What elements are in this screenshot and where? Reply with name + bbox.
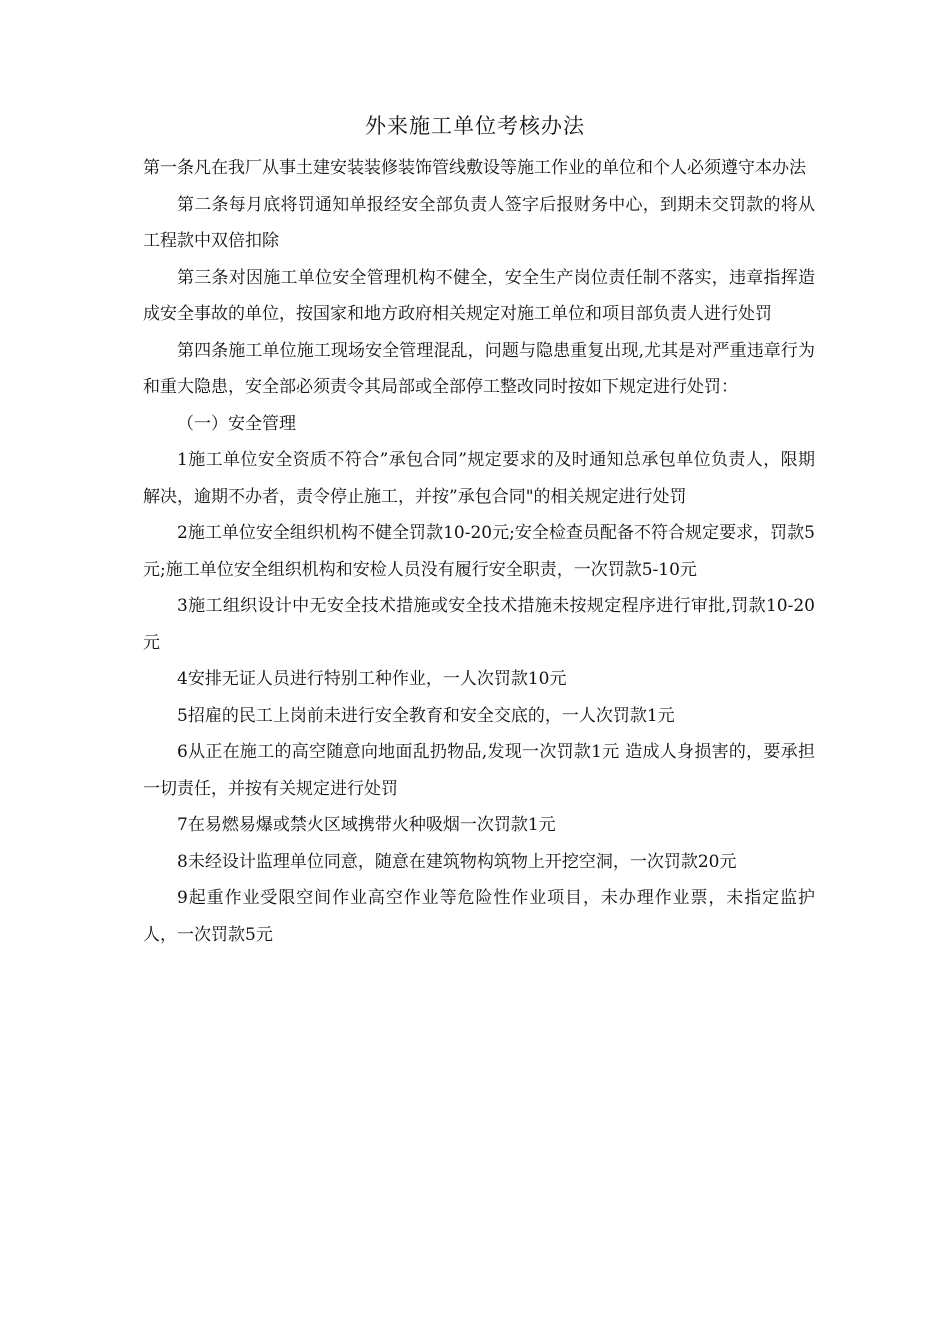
clause-1: 1施工单位安全资质不符合”承包合同”规定要求的及时通知总承包单位负责人，限期解决，逾期不办者，责令停止施工，并按”承包合同"的相关规定进行处罚 [143, 450, 815, 507]
clause-5: 5招雇的民工上岗前未进行安全教育和安全交底的，一人次罚款1元 [177, 705, 675, 726]
article-1: 第一条凡在我厂从事土建安装装修装饰管线敷设等施工作业的单位和个人必须遵守本办法 [143, 158, 806, 178]
article-4: 第四条施工单位施工现场安全管理混乱，问题与隐患重复出现,尤其是对严重违章行为和重大隐患，安全部必须责令其局部或全部停工整改同时按如下规定进行处罚： [143, 340, 815, 397]
clause-4: 4安排无证人员进行特别工种作业，一人次罚款10元 [177, 669, 567, 689]
clause-9: 9起重作业受限空间作业高空作业等危险性作业项目，未办理作业票，未指定监护人，一次罚款5元 [143, 888, 815, 945]
article-2: 第二条每月底将罚通知单报经安全部负责人签字后报财务中心，到期未交罚款的将从工程款中双倍扣除 [143, 194, 815, 251]
clause-3: 3施工组织设计中无安全技术措施或安全技术措施未按规定程序进行审批,罚款10-20元 [143, 596, 815, 653]
article-3: 第三条对因施工单位安全管理机构不健全，安全生产岗位责任制不落实，违章指挥造成安全事故的单位，按国家和地方政府相关规定对施工单位和项目部负责人进行处罚 [143, 267, 815, 324]
document-title: 外来施工单位考核办法 [365, 114, 585, 138]
clause-2: 2施工单位安全组织机构不健全罚款10-20元;安全检查员配备不符合规定要求，罚款5元;施工单位安全组织机构和安检人员没有履行安全职责，一次罚款5-10元 [143, 523, 815, 580]
section-heading-safety-management: （一）安全管理 [177, 413, 296, 434]
document-body [143, 150, 815, 953]
clause-7: 7在易燃易爆或禁火区域携带火种吸烟一次罚款1元 [177, 815, 556, 835]
clause-6: 6从正在施工的高空随意向地面乱扔物品,发现一次罚款1元 造成人身损害的，要承担一切责任，并按有关规定进行处罚 [143, 742, 815, 799]
clause-8: 8未经设计监理单位同意，随意在建筑物构筑物上开挖空洞，一次罚款20元 [177, 851, 737, 872]
